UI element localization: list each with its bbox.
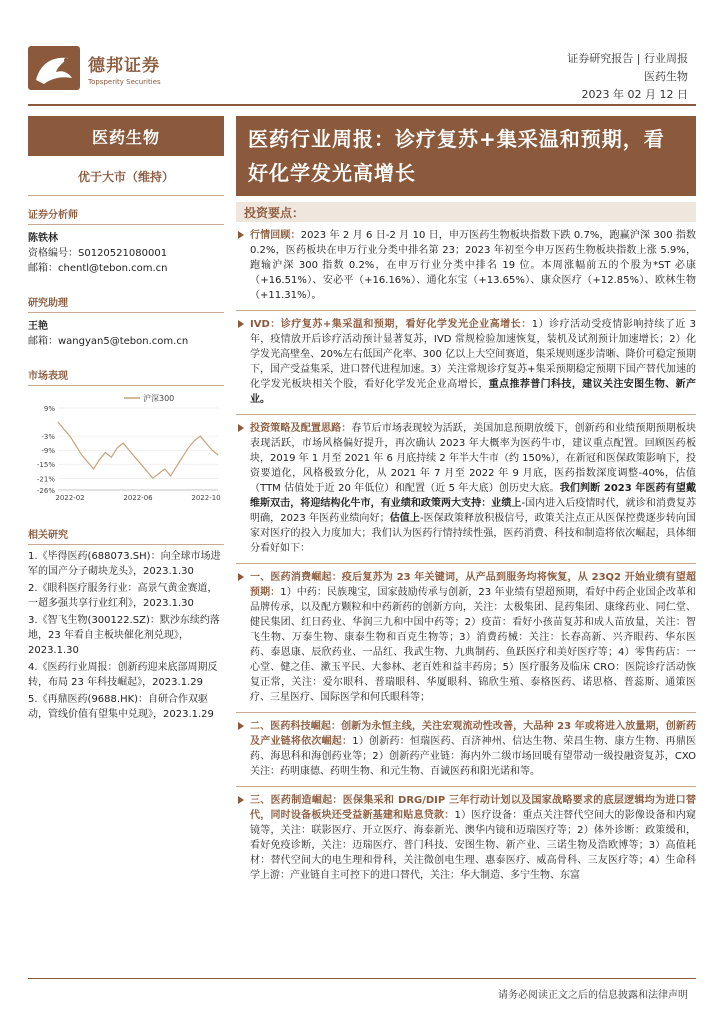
assistant-email[interactable]: 邮箱：wangyan5@tebon.com.cn [28,336,189,347]
related-list [28,549,224,722]
related-item[interactable]: 3.《智飞生物(300122.SZ)：默沙东续约落地，23 年看自主板块催化剂兑现》，2023.1.30 [28,615,220,656]
brand-logo [28,44,208,92]
paragraph-technology [236,719,696,779]
chart-y-tick-label: -9% [41,447,55,456]
paragraph-lead: 投资策略及配置思路： [250,423,352,434]
analyst-name: 陈铁林 [28,233,58,244]
bullet-icon [238,722,244,730]
chart-y-tick-label: -21% [36,475,55,484]
sector-box: 医药生物 [28,116,224,156]
paragraph-text: -国内进入后疫情时代，就诊和消费复苏明确，2023 年医药业绩向好； [250,498,697,524]
chart-x-tick-label: 2022-06 [123,494,153,502]
footer-divider [28,978,696,979]
paragraph-manufacturing [236,793,696,883]
divider [236,310,696,311]
paragraph-lead: 行情回顾： [250,230,301,241]
footer-disclaimer: 请务必阅读正文之后的信息披露和法律声明 [498,990,688,1001]
paragraph-text: 1）医疗设备：重点关注替代空间大的影像设备和内窥镜等，关注：联影医疗、开立医疗、海泰新光、澳华内镜和迈瑞医疗等；2）体外诊断：政策缓和，看好免疫诊断，关注：迈瑞医疗、普门科技、安图生物、新产业、三诺生物及浩欧博等；3）高值耗材：替代空间大的电生理和骨科，关注微创电生理、惠泰医疗、威高骨科、三友医疗等；4）生命科学上游：产业链自主可控下的进口替代，关注：华大制造、多宁生物、东富 [250,810,696,881]
bullet-icon [238,320,244,328]
chart-x-tick-label: 2022-02 [55,494,85,502]
paragraph-emphasis: 我们判断 2023 年医药有望戴维斯双击，将迎结构化牛市，有业绩和政策两大支持：业绩上 [250,483,697,509]
report-type: 证券研究报告 | 行业周报 [567,52,688,65]
paragraph-lead: 二、医药科技崛起：创新为永恒主线，关注宏观流动性改善，大品种 23 年或将进入放量期，创新药及产业链将依次崛起： [250,721,696,747]
paragraph-strategy [236,421,696,556]
chart-y-tick-label: -26% [36,487,55,495]
report-body [236,228,696,890]
chart-y-tick-label: 9% [43,405,55,413]
key-points-heading: 投资要点： [236,202,696,222]
bullet-icon [238,573,244,581]
chart-y-tick-label: -15% [36,461,55,470]
analyst-info [28,231,224,276]
related-item[interactable]: 2.《眼科医疗服务行业：高景气黄金赛道，一超多强共享行业红利》，2023.1.30 [28,583,218,609]
paragraph-text: -医保政策释放积极信号，政策关注点正从医保控费逐步转向国家对医疗的投入力度加大；我们认为医药行情持续性强，医药消费、科技和制造将依次崛起，具体细分看好如下： [250,513,697,554]
sidebar [28,116,224,724]
report-sector: 医药生物 [644,70,688,83]
paragraph-consumption [236,570,696,705]
report-date: 2023 年 02 月 12 日 [581,88,688,101]
chart-legend-label: 沪深300 [143,394,175,403]
paragraph-emphasis: 估值上 [389,513,420,524]
analyst-cert: 资格编号：S0120521080001 [28,248,168,259]
brand-name-en: Topsperity Securities [88,77,161,86]
analyst-email[interactable]: 邮箱：chentl@tebon.com.cn [28,263,168,274]
related-item[interactable]: 5.《再鼎医药(9688.HK)：自研合作双驱动，管线价值有望集中兑现》，2023.1.29 [28,694,214,720]
bullet-icon [238,796,244,804]
rating: 优于大市（维持） [28,168,224,196]
paragraph-lead: IVD：诊疗复苏+集采温和预期，看好化学发光企业高增长： [250,319,532,330]
report-meta [567,50,688,104]
paragraph-lead: 一、医药消费崛起：疫后复苏为 23 年关键词，从产品到服务均将恢复，从 23Q2 开始业绩有望超预期： [250,572,696,598]
report-title: 医药行业周报：诊疗复苏+集采温和预期，看好化学发光高增长 [236,116,696,196]
market-chart [28,390,224,510]
header-divider [28,104,696,106]
paragraph-emphasis: 重点推荐普门科技，建议关注安图生物、新产业。 [250,379,697,405]
divider [236,563,696,564]
chart-x-tick-label: 2022-10 [191,494,221,502]
related-section-title: 相关研究 [28,520,224,545]
related-item[interactable]: 4.《医药行业周报：创新药迎来底部周期反转，布局 23 年科技崛起》，2023.1.29 [28,662,218,688]
assistant-section-title: 研究助理 [28,288,224,313]
assistant-info [28,319,224,349]
paragraph-text: 1）创新药：恒瑞医药、百济神州、信达生物、荣昌生物、康方生物、再鼎医药、海思科和海创药业等；2）创新药产业链：海内外二级市场回暖有望带动一级投融资复苏，CXO 关注：药明康德、药明生物、和元生物、百诚医药和阳光诺和等。 [250,736,696,777]
chart-y-tick-label: -3% [41,433,55,442]
analyst-section-title: 证券分析师 [28,200,224,225]
divider [236,786,696,787]
market-section-title: 市场表现 [28,361,224,386]
paragraph-text: 春节后市场表现较为活跃，美国加息预期放缓下，创新药和业绩预期预期板块表现活跃，市场风格偏好提升，再次确认 2023 年大概率为医药牛市，建议重点配置。回顾医药板块，2019 年 1 月至 2021 年 6 月底持续 2 年半大牛市（约 150%），在新冠和医保政策影响下，投资要道化，风格极致分化，从 2021 年 7 月至 2022 年 9 月底，医药指数深度调整-40%，估值（TTM 估值处于近 20 年低位）和配置（近 5 年大底）创历史大底。 [250,423,697,494]
divider [236,712,696,713]
related-item[interactable]: 1.《毕得医药(688073.SH)：向全球市场进军的国产分子砌块龙头》，2023.1.30 [28,551,221,577]
assistant-name: 王艳 [28,321,48,332]
brand-name: 德邦证券 [88,55,160,76]
paragraph-market-review [236,228,696,303]
bullet-icon [238,231,244,239]
divider [236,414,696,415]
paragraph-text: 1）中药：民族瑰宝，国家鼓励传承与创新，23 年业绩有望超预期，看好中药企业国企改革和品牌传承，以及配方颗粒和中药新药的创新方向，关注：太极集团、昆药集团、康缘药业、同仁堂、健民集团、红日药业、华润三九和中国中药等；2）疫苗：看好小孩苗复苏和成人苗放量，关注：智飞生物、万泰生物、康泰生物和百克生物等；3）消费药械：关注：长春高新、兴齐眼药、华东医药、泰恩康、辰欣药业、一品红、我武生物、九典制药、鱼跃医疗和美好医疗等；4）零售药店：一心堂、健之佳、漱玉平民、大参林、老百姓和益丰药房；5）医疗服务及临床 CRO：医院诊疗活动恢复正常，关注：爱尔眼科、普瑞眼科、华厦眼科、锦欣生殖、泰格医药、诺思格、普蕊斯、通策医疗、三星医疗、国际医学和何氏眼科等； [250,587,697,703]
paragraph-text: 2023 年 2 月 6 日-2 月 10 日，申万医药生物板块指数下跌 0.7%，跑赢沪深 300 指数 0.2%，医药板块在申万行业分类中排名第 23；2023 年初至今申万医药生物板块指数上涨 5.9%，跑输沪深 300 指数 0.2%，在申万行业分类中排名 19 位。本周涨幅前五的个股为*ST 必康（+16.51%）、安必平（+16.16%）、通化东宝（+13.65%）、康众医疗（+12.85%）、欧林生物（+11.31%）。 [250,230,697,301]
paragraph-text: 1）诊疗活动受疫情影响持续了近 3 年，疫情放开后诊疗活动预计显著复苏，IVD 常规检验加速恢复，装机及试剂预计加速增长；2）化学发光高壁垒、20%左右低国产化率、300 亿以上大空间赛道，集采规则逐步清晰、降价可稳定预期下，国产受益集采，进口替代进程加速。3）关注常规诊疗复苏+集采预期稳定预期下国产替代加速的化学发光板块相关个股，看好化学发光企业高增长， [250,319,697,390]
bullet-icon [238,424,244,432]
paragraph-ivd [236,317,696,407]
paragraph-lead: 三、医药制造崛起：医保集采和 DRG/DIP 三年行动计划以及国家战略要求的底层逻辑均为进口替代，同时设备板块还受益新基建和贴息贷款： [250,795,696,821]
brand-logo-icon [28,46,80,90]
